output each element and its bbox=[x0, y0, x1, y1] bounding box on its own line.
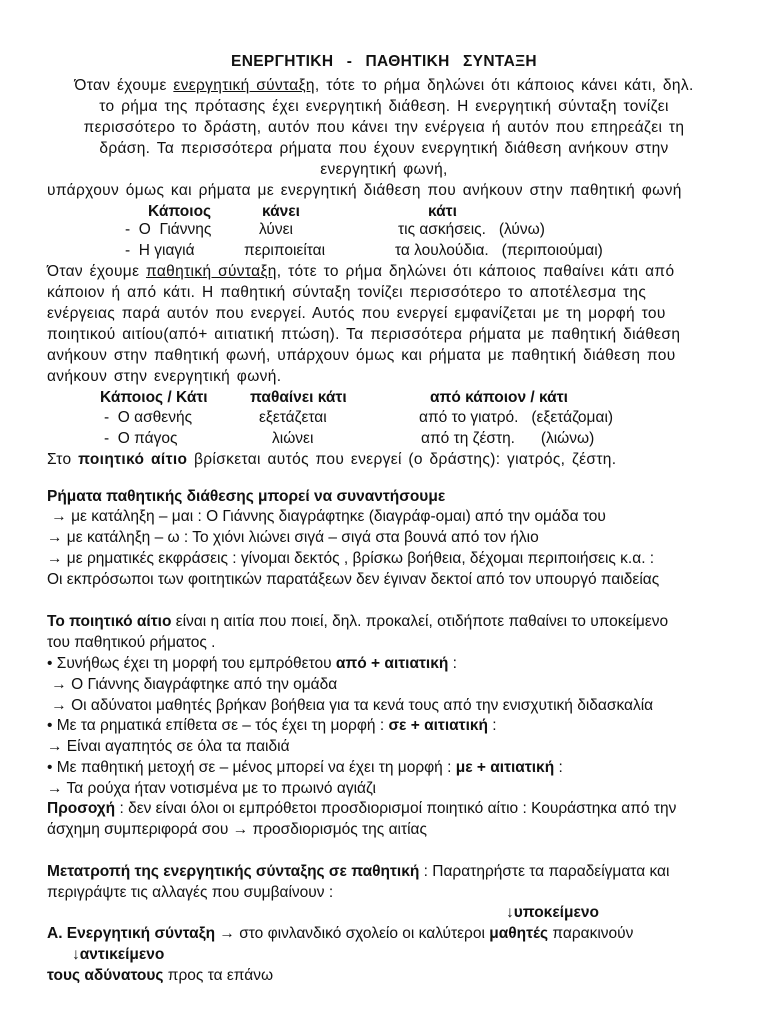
active-head-object: κάτι bbox=[428, 203, 457, 220]
agent-definition-start: Στο bbox=[47, 451, 79, 468]
conversion-line-2: περιγράψτε τις αλλαγές που συμβαίνουν : bbox=[47, 884, 334, 901]
agent-line-1 bbox=[47, 612, 668, 632]
agent-line-3-text: • Συνήθως έχει τη μορφή του εμπρόθετου bbox=[47, 655, 336, 672]
passive-line-3: ενέργειας παρά αυτόν που ενεργεί. Αυτός που ενεργεί εμφανίζεται με τη μορφή του bbox=[47, 305, 666, 322]
passive-line-1 bbox=[47, 262, 674, 282]
active-example-2-verb: περιποιείται bbox=[244, 242, 326, 259]
passive-line-6: ανήκουν στην ενεργητική φωνή. bbox=[47, 368, 282, 385]
passive-example-2-agent: από τη ζέστη. (λιώνω) bbox=[421, 430, 595, 447]
agent-line-3-end: : bbox=[448, 655, 457, 672]
active-line-1-start: Όταν έχουμε bbox=[74, 77, 174, 94]
agent-line-8-end: : bbox=[554, 759, 563, 776]
agent-line-1-text: είναι η αιτία που ποιεί, δηλ. προκαλεί, οτιδήποτε παθαίνει το υποκείμενο bbox=[171, 613, 669, 630]
verbs-line-4: Οι εκπρόσωποι των φοιτητικών παρατάξεων δεν έγιναν δεκτοί από τον υπουργό παιδείας bbox=[47, 571, 660, 588]
active-line-1-end: , τότε το ρήμα δηλώνει ότι κάποιος κάνει κάτι, δηλ. bbox=[314, 77, 694, 94]
agent-section-term: Το ποιητικό αίτιο bbox=[47, 613, 172, 630]
active-head-subject: Κάποιος bbox=[148, 203, 212, 220]
conversion-example-a bbox=[47, 924, 633, 944]
passive-example-1-verb: εξετάζεται bbox=[259, 409, 327, 426]
active-example-2-object: τα λουλούδια. (περιποιούμαι) bbox=[395, 242, 603, 259]
active-line-3: περισσότερο το δράστη, αυτόν που κάνει την ενέργεια ή αυτόν που επηρεάζει τη bbox=[83, 119, 685, 136]
attention-label: Προσοχή bbox=[47, 800, 116, 817]
active-example-1-verb: λύνει bbox=[259, 221, 293, 238]
active-example-1-object: τις ασκήσεις. (λύνω) bbox=[398, 221, 545, 238]
passive-example-1-subject: - Ο ασθενής bbox=[104, 409, 193, 426]
active-head-verb: κάνει bbox=[262, 203, 300, 220]
agent-line-7: → Είναι αγαπητός σε όλα τα παιδιά bbox=[47, 738, 290, 755]
verbs-line-1: → με κατάληξη – μαι : Ο Γιάννης διαγράφτηκε (διαγράφ-ομαι) από την ομάδα του bbox=[47, 508, 606, 525]
agent-line-8 bbox=[47, 758, 563, 778]
conversion-heading: Μετατροπή της ενεργητικής σύνταξης σε παθητική bbox=[47, 863, 420, 880]
conversion-example-a-tail: παρακινούν bbox=[548, 925, 634, 942]
agent-line-3 bbox=[47, 654, 457, 674]
agent-line-9: → Τα ρούχα ήταν νοτισμένα με το πρωινό αγιάζι bbox=[47, 780, 376, 797]
passive-line-4: ποιητικού αιτίου(από+ αιτιατική πτώση). Τα περισσότερα ρήματα με παθητική διάθεση bbox=[47, 326, 681, 343]
conversion-subject-word: μαθητές bbox=[489, 925, 549, 942]
agent-line-6 bbox=[47, 716, 497, 736]
verbs-heading: Ρήματα παθητικής διάθεσης μπορεί να συναντήσουμε bbox=[47, 488, 446, 505]
active-example-1-subject: - Ο Γιάννης bbox=[125, 221, 212, 238]
conversion-line-1-text: : Παρατηρήστε τα παραδείγματα και bbox=[419, 863, 670, 880]
agent-line-8-text: • Με παθητική μετοχή σε – μένος μπορεί να έχει τη μορφή : bbox=[47, 759, 456, 776]
passive-head-agent: από κάποιον / κάτι bbox=[430, 389, 568, 406]
agent-definition-line bbox=[47, 450, 616, 470]
agent-form-apo: από + αιτιατική bbox=[335, 655, 449, 672]
agent-line-6-end: : bbox=[488, 717, 497, 734]
passive-line-1-end: , τότε το ρήμα δηλώνει ότι κάποιος παθαίνει κάτι από bbox=[276, 263, 675, 280]
passive-line-5: ανήκουν στην παθητική φωνή, υπάρχουν όμως και ρήματα με παθητική διάθεση που bbox=[47, 347, 676, 364]
passive-example-2-subject: - Ο πάγος bbox=[104, 430, 178, 447]
agent-line-10 bbox=[47, 799, 676, 819]
agent-term: ποιητικό αίτιο bbox=[78, 451, 188, 468]
active-example-2-subject: - Η γιαγιά bbox=[125, 242, 195, 259]
active-line-2: το ρήμα της πρότασης έχει ενεργητική διάθεση. Η ενεργητική σύνταξη τονίζει bbox=[99, 98, 669, 115]
active-line-4: δράση. Τα περισσότερα ρήματα που έχουν ενεργητική διάθεση ανήκουν στην bbox=[99, 140, 669, 157]
agent-form-me: με + αιτιατική bbox=[455, 759, 555, 776]
passive-head-subject: Κάποιος / Κάτι bbox=[100, 389, 208, 406]
passive-head-verb: παθαίνει κάτι bbox=[250, 389, 347, 406]
agent-definition-end: βρίσκεται αυτός που ενεργεί (ο δράστης): γιατρός, ζέστη. bbox=[187, 451, 617, 468]
object-marker: ↓αντικείμενο bbox=[72, 946, 165, 963]
passive-syntax-term: παθητική σύνταξη bbox=[146, 263, 277, 280]
agent-line-5: → Οι αδύνατοι μαθητές βρήκαν βοήθεια για τα κενά τους από την ενισχυτική διδασκαλία bbox=[47, 697, 654, 714]
active-line-5: ενεργητική φωνή, bbox=[320, 161, 448, 178]
agent-form-se: σε + αιτιατική bbox=[388, 717, 488, 734]
active-line-1 bbox=[0, 76, 768, 96]
subject-marker: ↓υποκείμενο bbox=[506, 904, 599, 921]
conversion-line-1 bbox=[47, 862, 669, 882]
agent-line-11: άσχημη συμπεριφορά σου → προσδιορισμός της αιτίας bbox=[47, 821, 427, 838]
passive-example-2-verb: λιώνει bbox=[272, 430, 314, 447]
conversion-last-line bbox=[47, 966, 273, 986]
agent-line-2: του παθητικού ρήματος . bbox=[47, 634, 216, 651]
passive-line-1-start: Όταν έχουμε bbox=[47, 263, 146, 280]
agent-line-6-text: • Με τα ρηματικά επίθετα σε – τός έχει τη μορφή : bbox=[47, 717, 389, 734]
verbs-line-3: → με ρηματικές εκφράσεις : γίνομαι δεκτός , βρίσκω βοήθεια, δέχομαι περιποιήσεις κ.α. : bbox=[47, 550, 655, 567]
attention-text: : δεν είναι όλοι οι εμπρόθετοι προσδιορισμοί ποιητικό αίτιο : Κουράστηκα από την bbox=[115, 800, 677, 817]
verbs-line-2: → με κατάληξη – ω : Το χιόνι λιώνει σιγά – σιγά στα βουνά από τον ήλιο bbox=[47, 529, 539, 546]
passive-example-1-agent: από το γιατρό. (εξετάζομαι) bbox=[419, 409, 614, 426]
agent-line-4: → Ο Γιάννης διαγράφτηκε από την ομάδα bbox=[47, 676, 338, 693]
active-syntax-term: ενεργητική σύνταξη bbox=[173, 77, 315, 94]
active-line-6: υπάρχουν όμως και ρήματα με ενεργητική διάθεση που ανήκουν στην παθητική φωνή bbox=[47, 182, 682, 199]
conversion-example-a-text: → στο φινλανδικό σχολείο οι καλύτεροι bbox=[215, 925, 490, 942]
page-title: ΕΝΕΡΓΗΤΙΚΗ - ΠΑΘΗΤΙΚΗ ΣΥΝΤΑΞΗ bbox=[231, 53, 537, 70]
conversion-last-text: προς τα επάνω bbox=[163, 967, 274, 984]
passive-line-2: κάποιον ή από κάτι. Η παθητική σύνταξη τονίζει περισσότερο το αποτέλεσμα της bbox=[47, 284, 647, 301]
active-syntax-label: Α. Ενεργητική σύνταξη bbox=[47, 925, 216, 942]
conversion-object-word: τους αδύνατους bbox=[47, 967, 164, 984]
